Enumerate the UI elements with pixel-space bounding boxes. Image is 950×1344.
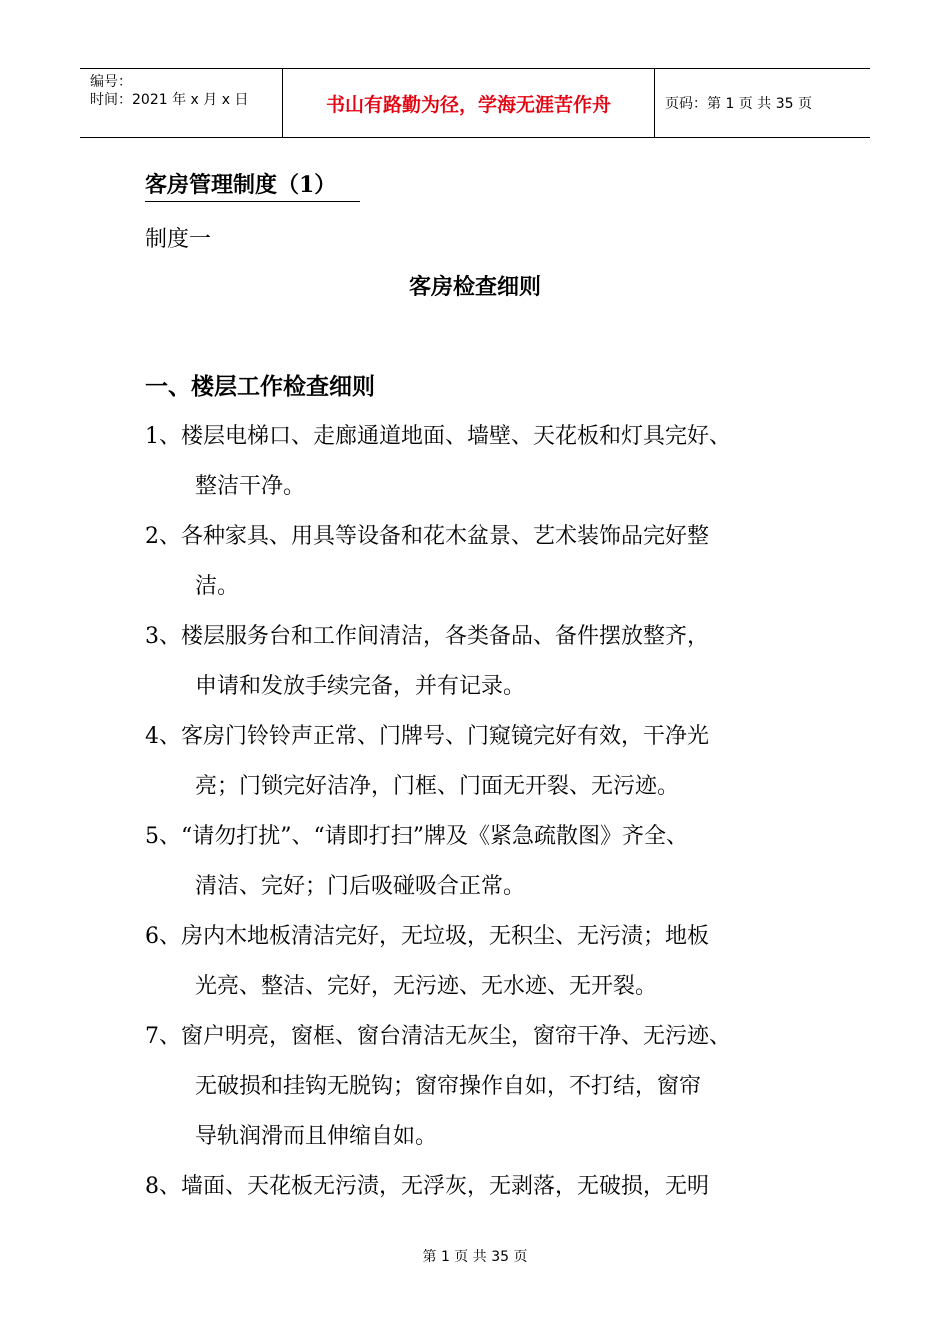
document-title: 客房管理制度（1）: [145, 168, 360, 202]
list-item-text: 5、“请勿打扰”、“请即打扫”牌及《紧急疏散图》齐全、: [145, 824, 688, 849]
time-label: 时间：2021 年 x 月 x 日: [90, 92, 249, 108]
list-item: [145, 712, 835, 812]
rule-label: 制度一: [145, 227, 212, 252]
list-item-text: 7、窗户明亮，窗框、窗台清洁无灰尘，窗帘干净、无污迹、: [145, 1024, 731, 1049]
list-item-continuation: 清洁、完好；门后吸碰吸合正常。: [195, 874, 526, 899]
list-item-continuation: 洁。: [195, 574, 240, 599]
header-page-info: 页码：第 1 页 共 35 页: [665, 96, 812, 112]
list-item: [145, 1162, 835, 1212]
list-item-continuation: 亮；门锁完好洁净，门框、门面无开裂、无污迹。: [195, 774, 680, 799]
list-item: [145, 1012, 835, 1162]
section-title: 客房检查细则: [408, 274, 541, 300]
list-item-text: 4、客房门铃铃声正常、门牌号、门窥镜完好有效，干净光: [145, 724, 709, 749]
list-item-continuation: 光亮、整洁、完好，无污迹、无水迹、无开裂。: [195, 974, 658, 999]
page-header: [80, 68, 870, 138]
header-meta: [80, 69, 282, 137]
list-item-continuation: 整洁干净。: [195, 474, 306, 499]
list-item: [145, 412, 835, 512]
list-item: [145, 912, 835, 1012]
list-item-text: 8、墙面、天花板无污渍，无浮灰，无剥落，无破损，无明: [145, 1174, 709, 1199]
list-item-text: 1、楼层电梯口、走廊通道地面、墙壁、天花板和灯具完好、: [145, 424, 731, 449]
page-footer: 第 1 页 共 35 页: [422, 1249, 528, 1265]
list-item-text: 3、楼层服务台和工作间清洁，各类备品、备件摆放整齐，: [145, 624, 709, 649]
list-item-continuation: 导轨润滑而且伸缩自如。: [195, 1124, 438, 1149]
list-item-continuation: 申请和发放手续完备，并有记录。: [195, 674, 526, 699]
list-item-text: 6、房内木地板清洁完好，无垃圾，无积尘、无污渍；地板: [145, 924, 709, 949]
header-motto: 书山有路勤为径，学海无涯苦作舟: [282, 69, 655, 137]
list-item: [145, 512, 835, 612]
list-item-continuation: 无破损和挂钩无脱钩；窗帘操作自如，不打结，窗帘: [195, 1074, 702, 1099]
list-item: [145, 612, 835, 712]
list-item: [145, 812, 835, 912]
number-label: 编号：: [90, 74, 132, 90]
section-heading: 一、楼层工作检查细则: [145, 373, 375, 400]
inspection-items-list: [145, 412, 835, 1212]
list-item-text: 2、各种家具、用具等设备和花木盆景、艺术装饰品完好整: [145, 524, 709, 549]
